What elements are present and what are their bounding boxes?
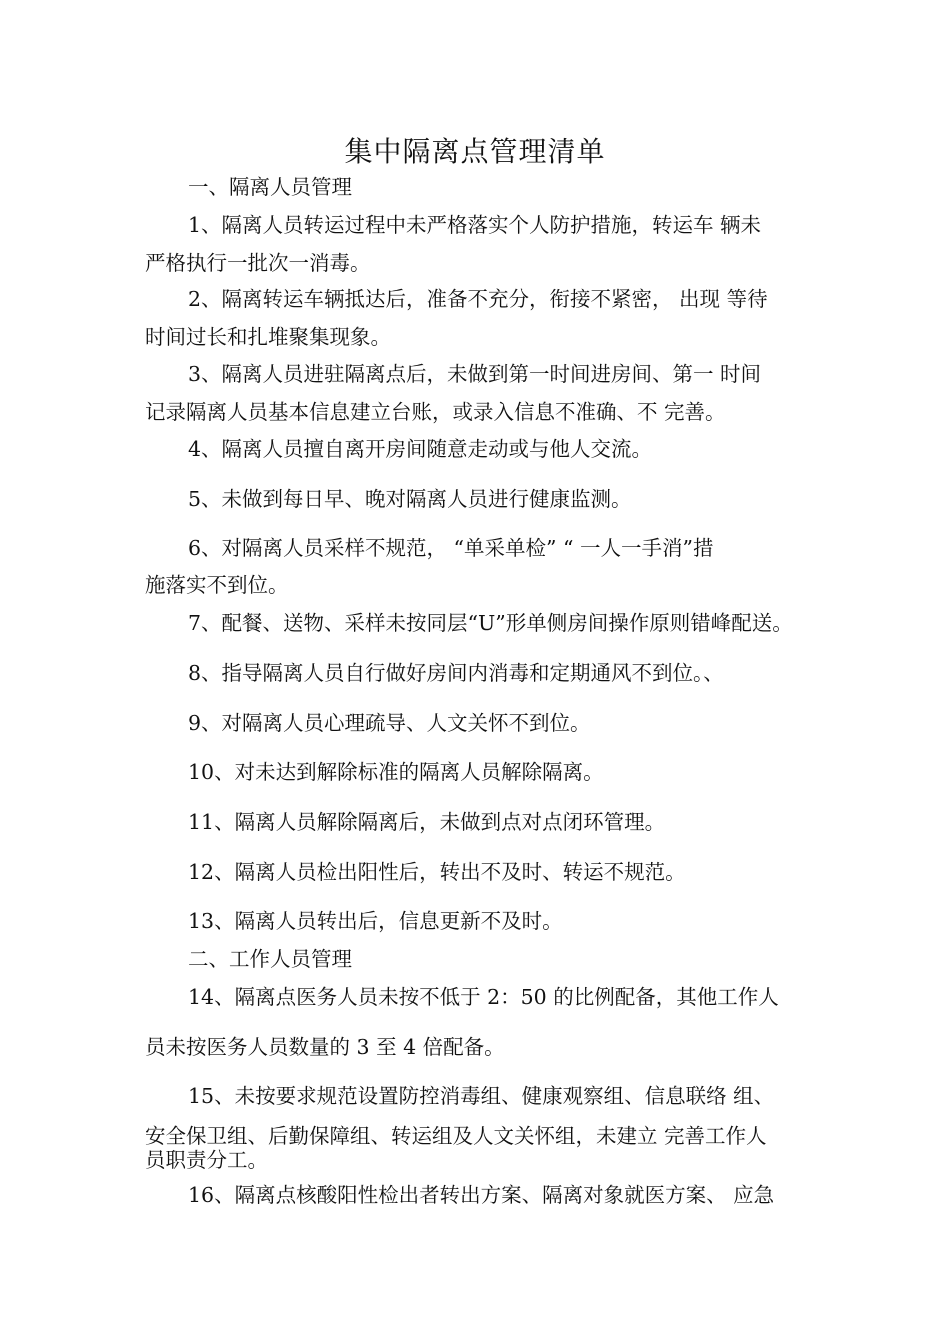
paragraph-line: 员职责分工。 — [145, 1148, 268, 1172]
section-heading-1: 一、隔离人员管理 — [188, 175, 352, 199]
document-title: 集中隔离点管理清单 — [344, 135, 606, 168]
paragraph-line: 记录隔离人员基本信息建立台账，或录入信息不准确、不 完善。 — [145, 400, 726, 424]
paragraph-line: 9、对隔离人员心理疏导、人文关怀不到位。 — [188, 711, 591, 735]
paragraph-line: 12、隔离人员检出阳性后，转出不及时、转运不规范。 — [188, 860, 686, 884]
paragraph-line: 8、指导隔离人员自行做好房间内消毒和定期通风不到位。、 — [188, 661, 724, 685]
paragraph-line: 3、隔离人员进驻隔离点后，未做到第一时间进房间、第一 时间 — [188, 362, 762, 386]
paragraph-line: 2、隔离转运车辆抵达后，准备不充分，衔接不紧密， 出现 等待 — [188, 287, 768, 311]
paragraph-line: 14、隔离点医务人员未按不低于 2：50 的比例配备，其他工作人 — [188, 985, 779, 1009]
paragraph-line: 6、对隔离人员采样不规范， “单采单检” “ 一人一手消”措 — [188, 536, 714, 560]
paragraph-line: 5、未做到每日早、晚对隔离人员进行健康监测。 — [188, 487, 632, 511]
paragraph-line: 16、隔离点核酸阳性检出者转出方案、隔离对象就医方案、 应急 — [188, 1183, 775, 1207]
paragraph-line: 施落实不到位。 — [145, 573, 289, 597]
paragraph-line: 时间过长和扎堆聚集现象。 — [145, 325, 391, 349]
paragraph-line: 11、隔离人员解除隔离后，未做到点对点闭环管理。 — [188, 810, 666, 834]
paragraph-line: 1、隔离人员转运过程中未严格落实个人防护措施，转运车 辆未 — [188, 213, 762, 237]
paragraph-line: 4、隔离人员擅自离开房间随意走动或与他人交流。 — [188, 437, 653, 461]
paragraph-line: 13、隔离人员转出后，信息更新不及时。 — [188, 909, 563, 933]
section-heading-2: 二、工作人员管理 — [188, 947, 352, 971]
paragraph-line: 安全保卫组、后勤保障组、转运组及人文关怀组，未建立 完善工作人 — [145, 1124, 767, 1148]
paragraph-line: 10、对未达到解除标准的隔离人员解除隔离。 — [188, 760, 604, 784]
paragraph-line: 15、未按要求规范设置防控消毒组、健康观察组、信息联络 组、 — [188, 1084, 775, 1108]
paragraph-line: 员未按医务人员数量的 3 至 4 倍配备。 — [145, 1035, 505, 1059]
paragraph-line: 7、配餐、送物、采样未按同层“U”形单侧房间操作原则错峰配送。 — [188, 611, 793, 635]
paragraph-line: 严格执行一批次一消毒。 — [145, 251, 371, 275]
